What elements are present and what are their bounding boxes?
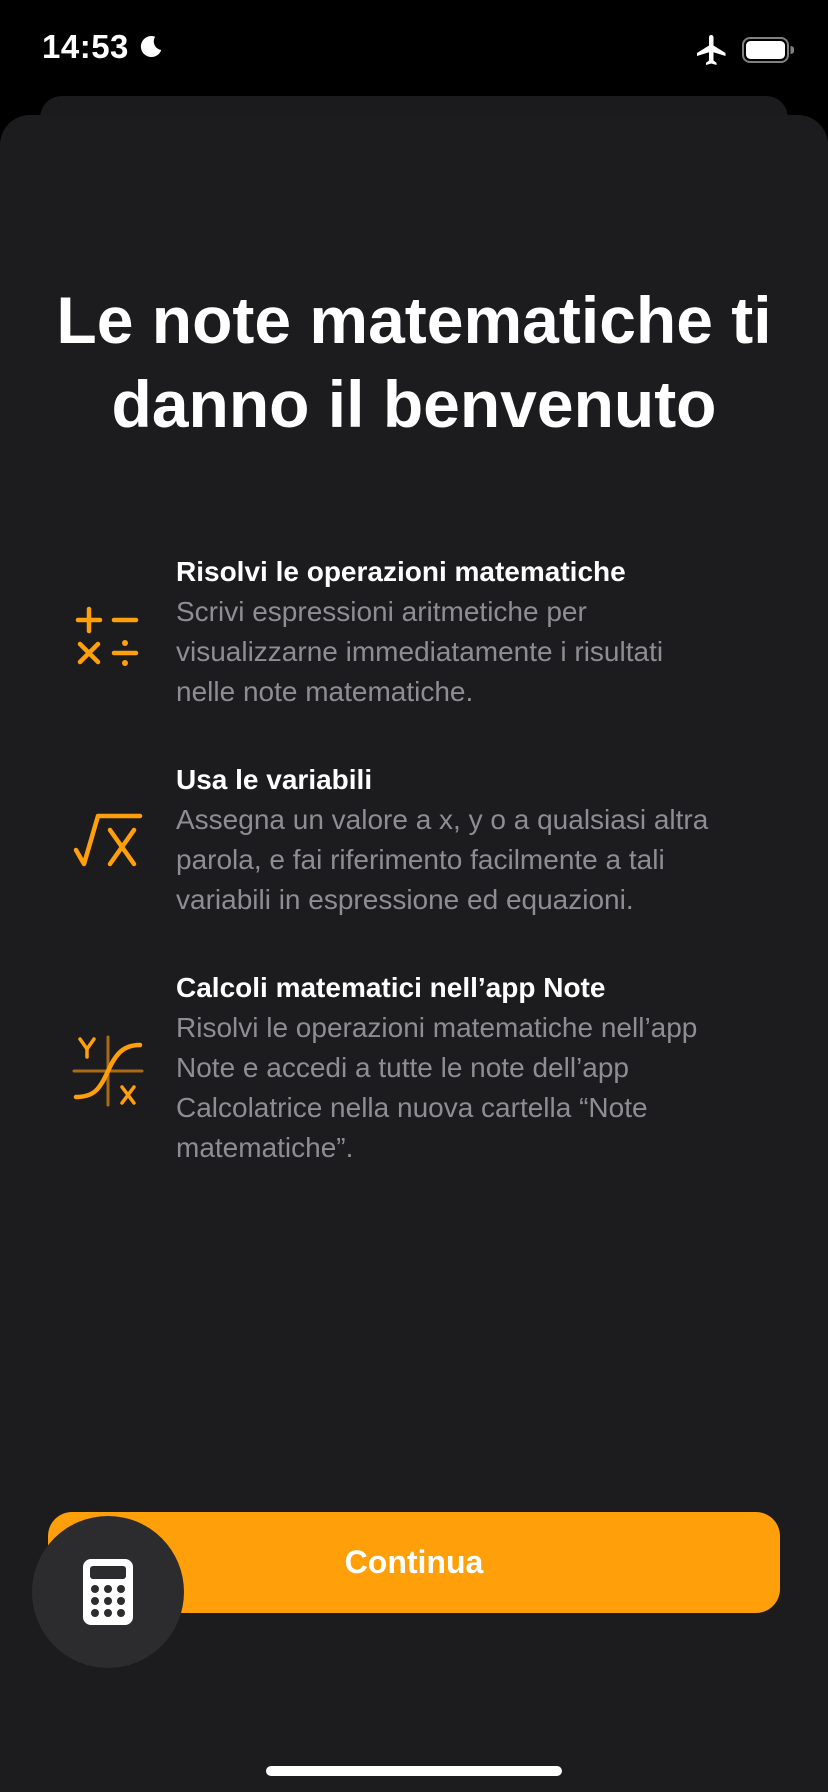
home-indicator[interactable] [266, 1766, 562, 1776]
calculator-button[interactable] [32, 1516, 184, 1668]
feature-description-line: variabili in espressione ed equazioni. [176, 884, 634, 915]
feature-description-line: Assegna un valore a x, y o a qualsiasi altra [176, 804, 709, 835]
status-time-label: 14:53 [42, 28, 129, 65]
page-title [0, 278, 828, 446]
square-root-x-icon [70, 802, 146, 878]
status-time [42, 28, 165, 66]
feature-description-line: parola, e fai riferimento facilmente a tali [176, 844, 665, 875]
feature-description-line: Risolvi le operazioni matematiche nell’app [176, 1012, 698, 1043]
feature-description [176, 592, 776, 712]
battery-icon [742, 37, 794, 63]
feature-description-line: matematiche”. [176, 1132, 354, 1163]
feature-text [176, 760, 776, 920]
title-line-2: danno il benvenuto [111, 367, 717, 441]
feature-description-line: Calcolatrice nella nuova cartella “Note [176, 1092, 648, 1123]
moon-icon [137, 33, 165, 61]
airplane-icon [694, 32, 730, 68]
feature-text [176, 552, 776, 712]
feature-description [176, 800, 776, 920]
arithmetic-operators-icon [70, 598, 146, 674]
status-bar [0, 0, 828, 100]
calculator-icon [83, 1559, 133, 1625]
continue-button-label: Continua [344, 1544, 484, 1580]
feature-heading: Risolvi le operazioni matematiche [176, 556, 626, 587]
feature-description-line: Note e accedi a tutte le note dell’app [176, 1052, 629, 1083]
graph-function-icon [70, 1033, 146, 1109]
feature-text [176, 968, 776, 1168]
feature-heading: Calcoli matematici nell’app Note [176, 972, 606, 1003]
feature-description-line: Scrivi espressioni aritmetiche per [176, 596, 587, 627]
feature-description-line: nelle note matematiche. [176, 676, 474, 707]
feature-heading: Usa le variabili [176, 764, 373, 795]
title-line-1: Le note matematiche ti [56, 283, 772, 357]
feature-description [176, 1008, 776, 1168]
feature-description-line: visualizzarne immediatamente i risultati [176, 636, 664, 667]
